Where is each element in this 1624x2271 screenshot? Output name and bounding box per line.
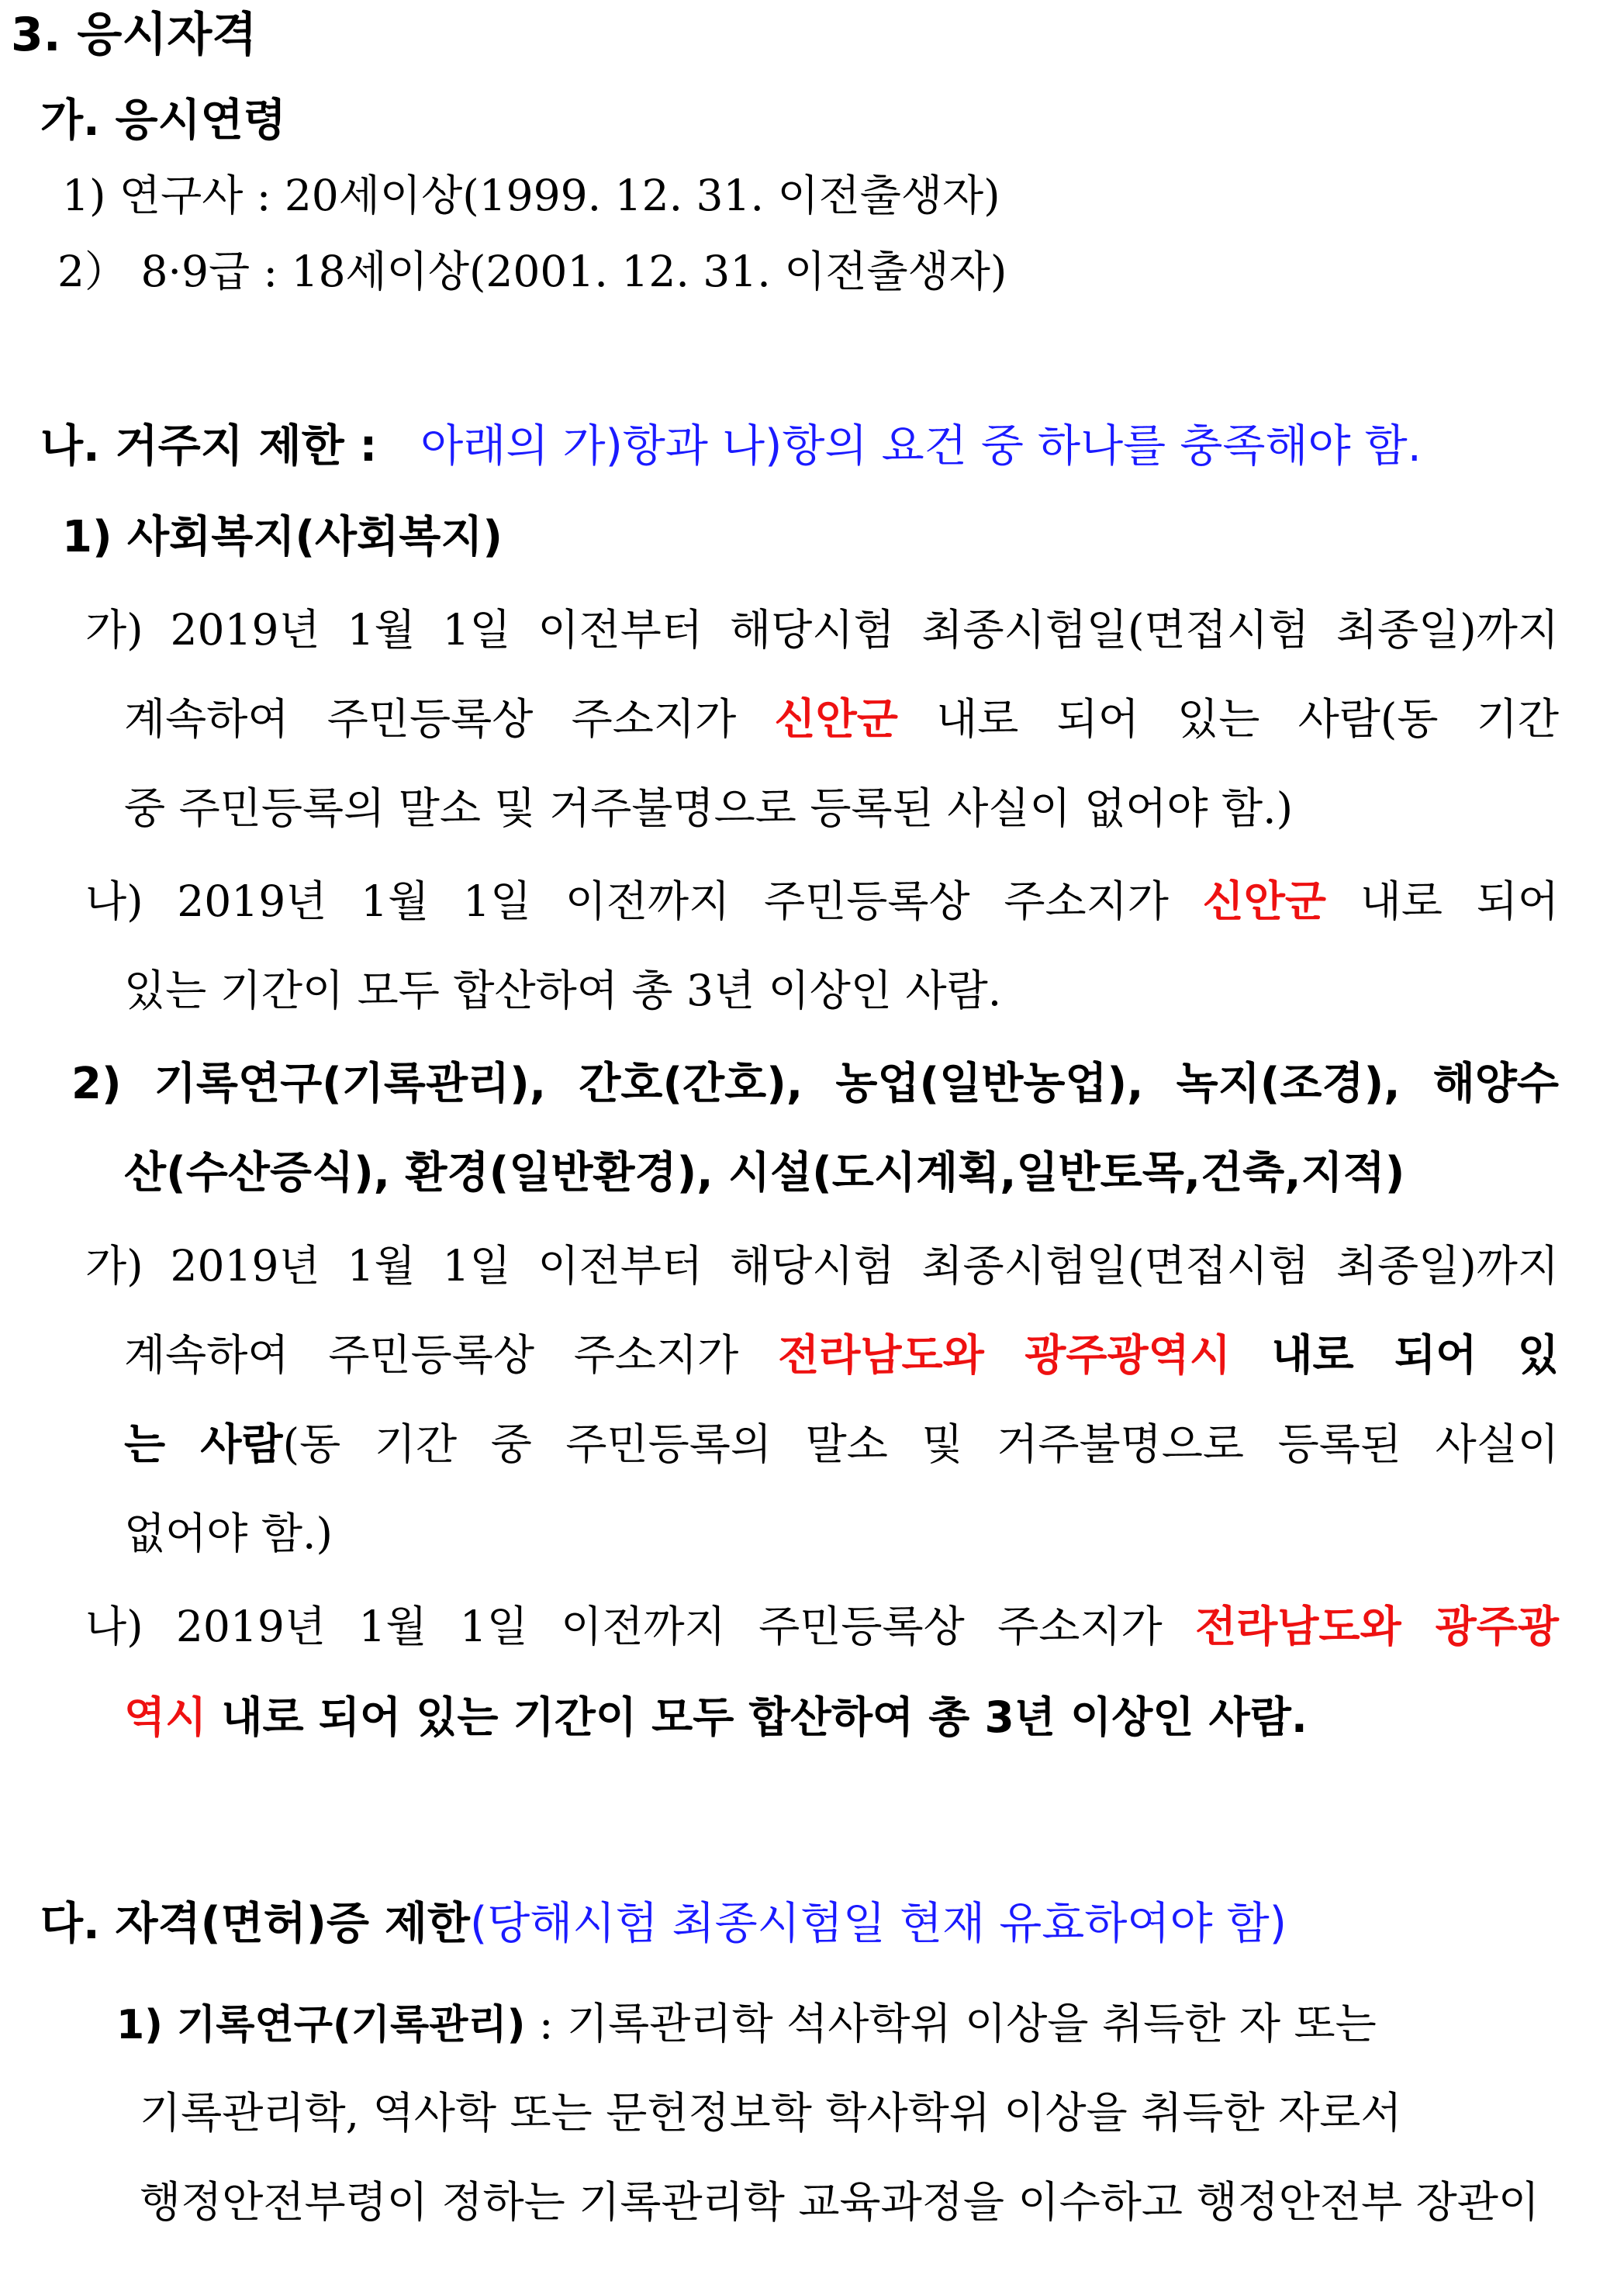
license-item1-line3: 행정안전부령이 정하는 기록관리학 교육과정을 이수하고 행정안전부 장관이 [140, 2177, 1540, 2227]
welfare-item-b-line1 [85, 875, 1559, 928]
others-a-bold: 내로 되어 있 [1230, 1330, 1559, 1380]
welfare-item-a-line1: 가) 2019년 1월 1일 이전부터 해당시험 최종시험일(면접시험 최종일)까지 [85, 605, 1559, 655]
others-heading-line2: 산(수산증식), 환경(일반환경), 시설(도시계획,일반토목,건축,지적) [124, 1148, 1405, 1198]
others-item-b-line1 [85, 1600, 1559, 1654]
others-item-a-line3 [124, 1418, 1559, 1471]
welfare-a-region: 신안군 [774, 694, 898, 744]
others-heading-line1: 2) 기록연구(기록관리), 간호(간호), 농업(일반농업), 녹지(조경), 해양수 [71, 1059, 1559, 1109]
license-heading-label: 다. 자격(면허)증 제한 [40, 1898, 470, 1949]
others-b2-region: 역시 [124, 1692, 207, 1742]
others-item-a-line4: 없어야 함.) [124, 1509, 333, 1558]
section-title: 3. 응시자격 [11, 8, 257, 62]
residence-heading [40, 419, 1422, 474]
license-item1-text: : 기록관리학 석사학위 이상을 취득한 자 또는 [525, 1999, 1377, 2048]
license-item1-line1 [116, 1997, 1377, 2051]
welfare-a-post: 내로 되어 있는 사람(동 기간 [897, 694, 1559, 744]
others-b-pre: 나) 2019년 1월 1일 이전까지 주민등록상 주소지가 [85, 1602, 1195, 1651]
residence-heading-label: 나. 거주지 제한 : [40, 420, 393, 472]
welfare-b-post: 내로 되어 [1326, 876, 1559, 926]
age-item-grade-8-9: 2） 8·9급 : 18세이상(2001. 12. 31. 이전출생자) [57, 247, 1007, 296]
others-a3-post: (동 기간 중 주민등록의 말소 및 거주불명으로 등록된 사실이 [282, 1419, 1559, 1469]
age-item-researcher: 1) 연구사 : 20세이상(1999. 12. 31. 이전출생자) [62, 171, 1000, 220]
license-heading [40, 1896, 1287, 1951]
welfare-b-pre: 나) 2019년 1월 1일 이전까지 주민등록상 주소지가 [85, 876, 1203, 926]
others-item-b-line2 [124, 1691, 1308, 1744]
welfare-item-a-line2 [124, 693, 1559, 746]
welfare-heading: 1) 사회복지(사회복지) [62, 512, 503, 562]
welfare-item-a-line3: 중 주민등록의 말소 및 거주불명으로 등록된 사실이 없어야 함.) [124, 783, 1294, 833]
others-a3-bold: 는 사람 [124, 1419, 283, 1469]
others-b2-bold: 내로 되어 있는 기간이 모두 합산하여 총 3년 이상인 사람. [206, 1692, 1308, 1742]
welfare-item-b-line2: 있는 기간이 모두 합산하여 총 3년 이상인 사람. [124, 966, 1002, 1015]
residence-note: 아래의 가)항과 나)항의 요건 중 하나를 충족해야 함. [420, 420, 1422, 472]
welfare-a-pre: 계속하여 주민등록상 주소지가 [124, 694, 775, 744]
welfare-b-region: 신안군 [1202, 876, 1327, 926]
license-item1-title: 1) 기록연구(기록관리) [116, 2002, 526, 2048]
others-a-region: 전라남도와 광주광역시 [778, 1330, 1231, 1380]
license-item1-line2: 기록관리학, 역사학 또는 문헌정보학 학사학위 이상을 취득한 자로서 [140, 2088, 1402, 2138]
others-a-pre: 계속하여 주민등록상 주소지가 [124, 1330, 779, 1380]
others-item-a-line2 [124, 1329, 1559, 1382]
others-b-region: 전라남도와 광주광 [1194, 1602, 1559, 1651]
others-item-a-line1: 가) 2019년 1월 1일 이전부터 해당시험 최종시험일(면접시험 최종일)까지 [85, 1241, 1559, 1291]
license-note: (당해시험 최종시험일 현재 유효하여야 함) [469, 1898, 1287, 1949]
age-heading: 가. 응시연령 [40, 95, 286, 146]
